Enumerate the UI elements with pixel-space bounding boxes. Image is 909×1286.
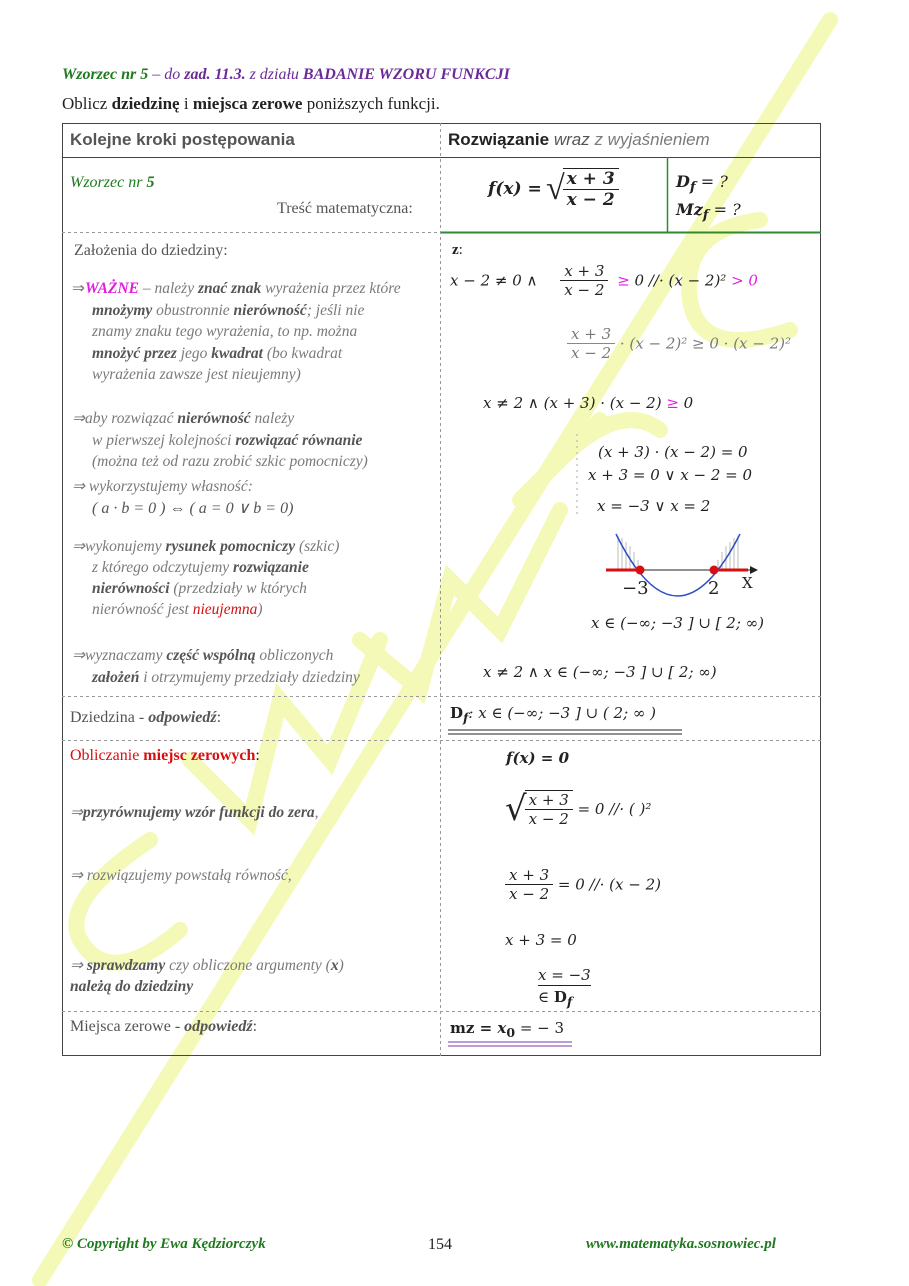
row4-s3-bold: sprawdzamy	[86, 957, 166, 974]
instruction-text-3: poniższych funkcji.	[302, 94, 440, 113]
header-section: BADANIE WZORU FUNKCJI	[302, 66, 510, 83]
row3-label-text: Dziedzina -	[70, 709, 149, 726]
r5: x = −3	[538, 966, 591, 984]
sketch-label-axis: X	[742, 574, 753, 592]
step-wlasnosc	[72, 476, 293, 520]
watermark-letter-c	[76, 840, 180, 963]
col2-header-wraz: wraz	[549, 130, 590, 149]
row4-s3-x: x	[330, 957, 339, 974]
wazne-line-5: wyrażenia zawsze jest nieujemny)	[92, 366, 301, 383]
eq5: x + 3 = 0 ∨ x − 2 = 0	[588, 466, 753, 484]
r6-in: ∈	[538, 988, 554, 1006]
header-line	[62, 66, 510, 84]
rys-line-2	[72, 557, 339, 578]
row1-title-text: Wzorzec nr	[70, 174, 147, 191]
eq3	[483, 394, 693, 412]
row3-label	[70, 709, 221, 727]
row1-num: x + 3	[563, 169, 619, 190]
cw-t2: obliczonych	[255, 647, 334, 664]
row1-fx: f(x) =	[488, 179, 542, 199]
instruction-bold-2: miejsca zerowe	[192, 94, 303, 113]
row3-answer	[450, 704, 656, 725]
row4-title-a: Obliczanie	[70, 747, 144, 764]
step-wazne	[72, 278, 401, 386]
wazne-t4: ; jeśli nie	[306, 301, 365, 319]
eq1	[450, 262, 758, 299]
rys-t3: z którego odczytujemy	[92, 559, 234, 576]
eq2-rest: · (x − 2)² ≥ 0 · (x − 2)²	[619, 334, 792, 353]
step-czesc-wspolna	[72, 645, 360, 688]
sketch-axis-arrow	[750, 566, 758, 574]
rys-line-1	[72, 536, 339, 557]
sketch-hatching	[618, 536, 738, 570]
footer-url[interactable]: www.matematyka.sosnowiec.pl	[586, 1236, 776, 1252]
wazne-line-2	[72, 300, 401, 322]
r2-sqrt: √	[505, 789, 527, 829]
cw-t1: ⇒wyznaczamy	[72, 647, 167, 664]
wlasnosc-line-1: ⇒ wykorzystujemy własność:	[72, 478, 253, 495]
z-letter: z	[452, 242, 459, 258]
eq1-left: x − 2 ≠ 0 ∧	[450, 271, 538, 290]
row5-label-bold: odpowiedź	[184, 1018, 253, 1035]
row4-step3	[70, 955, 344, 997]
arrow: ⇒	[72, 280, 85, 297]
r3-den: x − 2	[509, 885, 550, 903]
eq1-den: x − 2	[564, 281, 605, 299]
row1-formula	[488, 168, 619, 210]
wazne-b1: znać znak	[197, 280, 262, 297]
eq2	[567, 325, 791, 362]
eq8: x ≠ 2 ∧ x ∈ (−∞; −3 ] ∪ [ 2; ∞)	[483, 663, 717, 681]
rys-t2: (szkic)	[295, 538, 340, 555]
r2-num: x + 3	[525, 791, 573, 810]
z-label	[452, 242, 463, 259]
rys-b3: nierówności	[92, 580, 170, 597]
rys-red: nieujemna	[192, 601, 258, 618]
eq7: x ∈ (−∞; −3 ] ∪ [ 2; ∞)	[591, 614, 765, 632]
sketch-label-neg: −3	[622, 578, 649, 599]
ans-D-sub: f	[463, 710, 469, 725]
wazne-b4: mnożyć przez	[92, 344, 177, 362]
row1-title-number: 5	[146, 174, 155, 191]
z-colon: :	[458, 242, 463, 258]
rys-t4: (przedziały w których	[169, 580, 307, 597]
step-rysunek	[72, 536, 339, 620]
r3-frac	[505, 866, 553, 903]
row1-fraction	[563, 168, 619, 210]
header-prefix: Wzorzec nr 5	[62, 66, 149, 83]
row5-label	[70, 1018, 257, 1036]
q2-rest: = ?	[708, 200, 741, 219]
eq1-num: x + 3	[560, 262, 608, 281]
sketch-label-pos: 2	[708, 578, 720, 599]
rys-b1: rysunek pomocniczy	[165, 538, 296, 555]
row4-title-b: miejsc zerowych	[143, 747, 256, 764]
col2-header	[448, 130, 710, 150]
sketch-point-neg	[636, 566, 645, 575]
instruction-text-1: Oblicz	[62, 94, 112, 113]
header-from: z działu	[245, 66, 303, 83]
cw-t3: i otrzymujemy przedziały dziedziny	[139, 668, 360, 686]
rys-line-4	[72, 599, 339, 620]
r2	[505, 790, 651, 828]
q1-sub: f	[689, 179, 696, 196]
wazne-t7: (bo kwadrat	[262, 344, 343, 362]
eq1-gt: > 0	[726, 271, 758, 290]
nier-t1: ⇒aby rozwiązać	[72, 410, 178, 427]
footer-page-number: 154	[428, 1236, 452, 1253]
col2-header-rest: z wyjaśnieniem	[589, 130, 710, 149]
nier-t2: należy	[250, 410, 295, 427]
wazne-line-4	[72, 343, 401, 365]
rys-t1: ⇒wykonujemy	[72, 538, 166, 555]
r3	[505, 866, 661, 903]
rys-b2: rozwiązanie	[233, 559, 309, 576]
eq3-a: x ≠ 2 ∧ (x + 3) · (x − 2)	[483, 394, 667, 412]
row5-ans-a: mz =	[450, 1019, 498, 1037]
row4-s3-close: )	[338, 957, 344, 974]
row1-q1	[676, 172, 728, 195]
wazne-line-3: znamy znaku tego wyrażenia, to np. można	[92, 323, 358, 340]
sketch-point-pos	[710, 566, 719, 575]
row1-den: x − 2	[566, 190, 615, 210]
r3-rest: = 0 //· (x − 2)	[557, 875, 661, 894]
q1-symbol: D	[676, 172, 690, 191]
cw-b1: część wspólną	[166, 647, 256, 664]
row4-s3-line2: należą do dziedziny	[70, 978, 194, 995]
row4-s1-comma: ,	[314, 804, 319, 821]
r2-den: x − 2	[528, 810, 569, 828]
row5-label-colon: :	[252, 1018, 258, 1035]
eq2-den: x − 2	[571, 344, 612, 362]
row4-step2: ⇒ rozwiązujemy powstałą równość,	[70, 867, 292, 884]
header-dash: – do	[148, 66, 185, 83]
row5-answer	[450, 1019, 564, 1040]
footer-copyright: © Copyright by Ewa Kędziorczyk	[62, 1236, 266, 1252]
eq2-num: x + 3	[567, 325, 615, 344]
step-nierownosc	[72, 408, 368, 473]
nier-line-1	[72, 408, 368, 430]
wazne-b5: kwadrat	[211, 344, 263, 362]
sqrt-sign: √	[545, 170, 565, 207]
ans-D: D	[450, 704, 464, 722]
row3-label-colon: :	[216, 709, 222, 726]
q1-rest: = ?	[695, 172, 728, 191]
r6-D: D	[553, 988, 567, 1006]
instruction-bold-1: dziedzinę	[111, 94, 180, 113]
eq6: x = −3 ∨ x = 2	[597, 497, 711, 515]
instruction	[62, 94, 440, 114]
rys-t5: nierówność jest	[92, 601, 193, 618]
row1-q2	[676, 200, 741, 223]
instruction-text-2: i	[179, 94, 193, 113]
q2-sub: f	[702, 207, 709, 224]
wazne-b2: mnożymy	[92, 301, 153, 319]
header-task: zad. 11.3.	[184, 66, 246, 83]
eq4: (x + 3) · (x − 2) = 0	[598, 443, 748, 461]
row4-title	[70, 747, 260, 765]
col2-header-bold: Rozwiązanie	[448, 130, 550, 149]
row4-s1-bold: przyrównujemy wzór funkcji do zera	[83, 804, 315, 821]
row2-title: Założenia do dziedziny:	[74, 242, 228, 259]
row4-title-c: :	[255, 747, 260, 764]
fx0: f(x) = 0	[506, 749, 570, 767]
wazne-t6: jego	[176, 344, 212, 362]
row5-ans-rest: = − 3	[515, 1019, 565, 1037]
wazne-line-1	[72, 278, 401, 300]
row4-s1-arrow: ⇒	[70, 804, 83, 821]
r4: x + 3 = 0	[505, 931, 577, 949]
row3-label-bold: odpowiedź	[148, 709, 217, 726]
nier-line-2	[72, 430, 368, 452]
row1-label: Treść matematyczna:	[277, 200, 413, 217]
row4-step1	[70, 803, 319, 822]
eq1-mid: 0 //· (x − 2)²	[629, 271, 727, 290]
ans-rest: : x ∈ (−∞; −3 ] ∪ ( 2; ∞ )	[468, 704, 657, 722]
row1-title	[70, 174, 154, 192]
nier-b2: rozwiązać równanie	[235, 431, 363, 449]
eq1-ge: ≥	[617, 271, 630, 290]
wazne-t2: wyrażenia przez które	[261, 280, 401, 297]
wlasnosc-line-2: ( a · b = 0 ) ⇔ ( a = 0 ∨ b = 0)	[92, 500, 294, 517]
q2-symbol: Mz	[676, 200, 703, 219]
r6	[538, 988, 572, 1009]
cw-b2: założeń	[92, 668, 140, 686]
row4-s3-arrow: ⇒	[70, 957, 87, 974]
rys-t6: )	[257, 601, 263, 618]
cw-line-2	[72, 667, 360, 689]
row4-s3-line1	[70, 955, 344, 976]
eq3-b: 0	[678, 394, 694, 412]
nier-b1: nierówność	[177, 410, 251, 427]
row5-label-text: Miejsca zerowe -	[70, 1018, 185, 1035]
cw-line-1	[72, 645, 360, 667]
row4-s3-text: czy obliczone argumenty (	[165, 957, 331, 974]
col1-header: Kolejne kroki postępowania	[70, 130, 295, 149]
eq2-frac	[567, 325, 615, 362]
wazne-t3: obustronnie	[152, 301, 234, 319]
row5-ans-sub: 0	[506, 1025, 516, 1040]
r3-num: x + 3	[505, 866, 553, 885]
nier-line-3: (można też od razu zrobić szkic pomocniczy)	[92, 453, 368, 470]
eq3-ge: ≥	[666, 394, 679, 412]
wazne-t1: – należy	[138, 280, 198, 297]
nier-t3: w pierwszej kolejności	[92, 431, 236, 449]
eq1-frac	[560, 262, 608, 299]
row5-ans-x: x	[497, 1019, 507, 1037]
rys-line-3	[72, 578, 339, 599]
r2-rest: = 0 //· ( )²	[577, 800, 652, 818]
r6-sub: f	[566, 994, 573, 1009]
wazne-b3: nierówność	[233, 301, 307, 319]
wazne-label: WAŻNE	[85, 280, 139, 297]
r2-frac	[525, 790, 573, 828]
